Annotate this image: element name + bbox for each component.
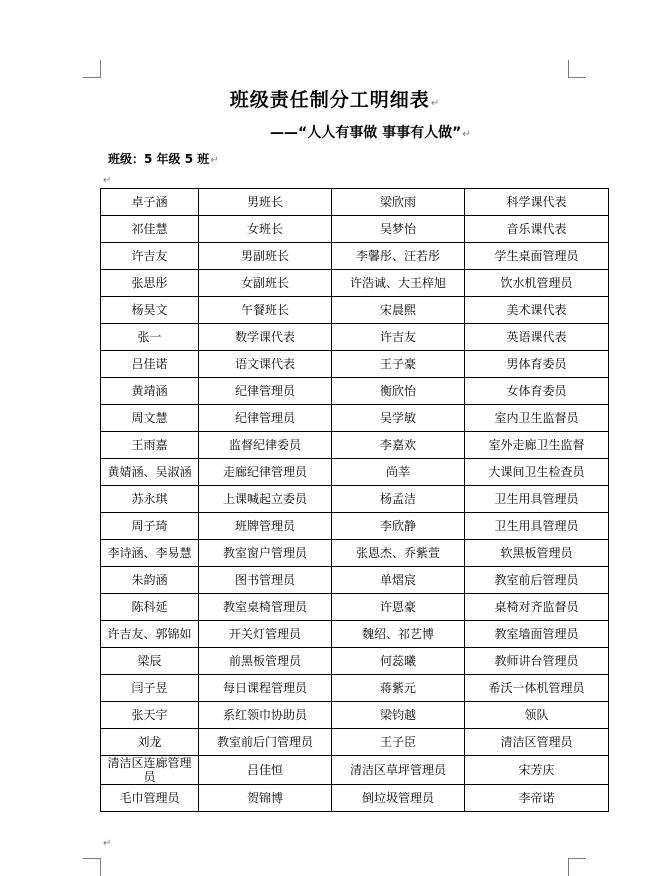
table-cell[interactable]: 李帝诺 — [465, 785, 609, 812]
table-cell[interactable]: 宋芳庆 — [465, 756, 609, 785]
table-row — [101, 297, 609, 324]
table-cell[interactable]: 前黑板管理员 — [199, 648, 332, 675]
table-row — [101, 594, 609, 621]
table-cell[interactable]: 刘龙 — [101, 729, 199, 756]
table-cell[interactable]: 尚莘 — [332, 459, 465, 486]
crop-mark-top-right — [568, 60, 586, 78]
table-cell[interactable]: 李馨彤、汪若彤 — [332, 243, 465, 270]
table-cell[interactable]: 蒋紫元 — [332, 675, 465, 702]
paragraph-mark: ↵ — [103, 838, 112, 849]
table-cell[interactable]: 许吉友、郭锦如 — [101, 621, 199, 648]
table-cell[interactable]: 周文慧 — [101, 405, 199, 432]
table-cell[interactable]: 单熠宸 — [332, 567, 465, 594]
table-cell[interactable]: 李欣静 — [332, 513, 465, 540]
table-cell[interactable]: 张思彤 — [101, 270, 199, 297]
table-cell[interactable]: 饮水机管理员 — [465, 270, 609, 297]
table-cell[interactable]: 室外走廊卫生监督 — [465, 432, 609, 459]
table-cell[interactable]: 梁辰 — [101, 648, 199, 675]
table-cell[interactable]: 数学课代表 — [199, 324, 332, 351]
table-cell[interactable]: 张恩杰、乔紫萱 — [332, 540, 465, 567]
table-cell[interactable]: 宋晨熙 — [332, 297, 465, 324]
table-row — [101, 675, 609, 702]
table-cell[interactable]: 教室前后管理员 — [465, 567, 609, 594]
table-cell[interactable]: 何蕊曦 — [332, 648, 465, 675]
table-cell[interactable]: 魏绍、祁艺博 — [332, 621, 465, 648]
table-cell[interactable]: 王子臣 — [332, 729, 465, 756]
table-row — [101, 189, 609, 216]
table-cell[interactable]: 语文课代表 — [199, 351, 332, 378]
table-row — [101, 216, 609, 243]
table-cell[interactable]: 班牌管理员 — [199, 513, 332, 540]
table-cell[interactable]: 衡欣怡 — [332, 378, 465, 405]
table-cell[interactable]: 桌椅对齐监督员 — [465, 594, 609, 621]
table-cell[interactable]: 李诗涵、李易慧 — [101, 540, 199, 567]
table-row — [101, 513, 609, 540]
paragraph-mark: ↵ — [103, 175, 112, 186]
table-cell[interactable]: 室内卫生监督员 — [465, 405, 609, 432]
table-cell[interactable]: 系红领巾协助员 — [199, 702, 332, 729]
table-cell[interactable]: 教师讲台管理员 — [465, 648, 609, 675]
table-row — [101, 729, 609, 756]
table-cell[interactable]: 祁佳慧 — [101, 216, 199, 243]
table-row — [101, 540, 609, 567]
table-cell[interactable]: 梁欣雨 — [332, 189, 465, 216]
table-cell[interactable]: 开关灯管理员 — [199, 621, 332, 648]
table-cell[interactable]: 科学课代表 — [465, 189, 609, 216]
table-row — [101, 459, 609, 486]
table-cell[interactable]: 美术课代表 — [465, 297, 609, 324]
table-cell[interactable]: 杨昊文 — [101, 297, 199, 324]
table-cell[interactable]: 王子豪 — [332, 351, 465, 378]
table-row — [101, 351, 609, 378]
table-cell[interactable]: 许吉友 — [332, 324, 465, 351]
table-cell[interactable]: 周子琦 — [101, 513, 199, 540]
table-cell[interactable]: 上课喊起立委员 — [199, 486, 332, 513]
table-cell[interactable]: 音乐课代表 — [465, 216, 609, 243]
table-cell[interactable]: 男体育委员 — [465, 351, 609, 378]
table-cell[interactable]: 张一 — [101, 324, 199, 351]
table-cell[interactable]: 吕佳诺 — [101, 351, 199, 378]
table-cell[interactable]: 清洁区管理员 — [465, 729, 609, 756]
document-title[interactable]: 班级责任制分工明细表↵ — [229, 89, 441, 111]
table-cell[interactable]: 纪律管理员 — [199, 378, 332, 405]
table-cell[interactable]: 图书管理员 — [199, 567, 332, 594]
table-cell[interactable]: 毛巾管理员 — [101, 785, 199, 812]
table-cell[interactable]: 倒垃圾管理员 — [332, 785, 465, 812]
table-cell[interactable]: 李嘉欢 — [332, 432, 465, 459]
table-cell[interactable]: 吕佳恒 — [199, 756, 332, 785]
table-cell[interactable]: 英语课代表 — [465, 324, 609, 351]
table-row — [101, 405, 609, 432]
crop-mark-bottom-right — [568, 858, 586, 876]
table-cell[interactable]: 贺锦博 — [199, 785, 332, 812]
table-cell[interactable]: 学生桌面管理员 — [465, 243, 609, 270]
table-cell[interactable]: 梁钧越 — [332, 702, 465, 729]
table-cell[interactable]: 清洁区连廊管理员 — [101, 756, 199, 785]
table-cell[interactable]: 教室窗户管理员 — [199, 540, 332, 567]
table-cell[interactable]: 女班长 — [199, 216, 332, 243]
table-cell[interactable]: 张天宇 — [101, 702, 199, 729]
table-cell[interactable]: 陈科延 — [101, 594, 199, 621]
table-cell[interactable]: 男副班长 — [199, 243, 332, 270]
table-cell[interactable]: 软黑板管理员 — [465, 540, 609, 567]
table-row — [101, 785, 609, 812]
table-cell[interactable]: 领队 — [465, 702, 609, 729]
table-row — [101, 621, 609, 648]
table-cell[interactable]: 吴学敏 — [332, 405, 465, 432]
table-cell[interactable]: 监督纪律委员 — [199, 432, 332, 459]
table-cell[interactable]: 卫生用具管理员 — [465, 486, 609, 513]
table-cell[interactable]: 教室桌椅管理员 — [199, 594, 332, 621]
table-cell[interactable]: 午餐班长 — [199, 297, 332, 324]
table-cell[interactable]: 吴梦怡 — [332, 216, 465, 243]
table-cell[interactable]: 男班长 — [199, 189, 332, 216]
table-cell[interactable]: 黄婧涵、吴淑涵 — [101, 459, 199, 486]
table-cell[interactable]: 教室墙面管理员 — [465, 621, 609, 648]
table-cell[interactable]: 女体育委员 — [465, 378, 609, 405]
table-cell[interactable]: 走廊纪律管理员 — [199, 459, 332, 486]
table-cell[interactable]: 女副班长 — [199, 270, 332, 297]
table-cell[interactable]: 卓子涵 — [101, 189, 199, 216]
table-cell[interactable]: 黄靖涵 — [101, 378, 199, 405]
document-subtitle[interactable]: ——“人人有事做 事事有人做”↵ — [270, 125, 471, 141]
table-cell[interactable]: 纪律管理员 — [199, 405, 332, 432]
table-row — [101, 756, 609, 785]
table-cell[interactable]: 苏永琪 — [101, 486, 199, 513]
table-cell[interactable]: 清洁区草坪管理员 — [332, 756, 465, 785]
crop-mark-top-left — [83, 60, 101, 78]
duty-table[interactable] — [100, 188, 609, 812]
table-cell[interactable]: 教室前后门管理员 — [199, 729, 332, 756]
table-cell[interactable]: 杨孟洁 — [332, 486, 465, 513]
table-row — [101, 648, 609, 675]
table-cell[interactable]: 希沃一体机管理员 — [465, 675, 609, 702]
class-label[interactable]: 班级：5 年级 5 班↵ — [108, 152, 219, 166]
table-row — [101, 702, 609, 729]
table-row — [101, 378, 609, 405]
table-cell[interactable]: 王雨嘉 — [101, 432, 199, 459]
table-row — [101, 486, 609, 513]
table-row — [101, 324, 609, 351]
table-row — [101, 243, 609, 270]
table-cell[interactable]: 大课间卫生检查员 — [465, 459, 609, 486]
table-row — [101, 270, 609, 297]
table-cell[interactable]: 每日课程管理员 — [199, 675, 332, 702]
crop-mark-bottom-left — [83, 858, 101, 876]
table-cell[interactable]: 朱韵涵 — [101, 567, 199, 594]
table-cell[interactable]: 许吉友 — [101, 243, 199, 270]
table-row — [101, 567, 609, 594]
table-row — [101, 432, 609, 459]
table-cell[interactable]: 许恩豪 — [332, 594, 465, 621]
table-cell[interactable]: 许浩诚、大王梓旭 — [332, 270, 465, 297]
table-cell[interactable]: 闫子昱 — [101, 675, 199, 702]
table-cell[interactable]: 卫生用具管理员 — [465, 513, 609, 540]
